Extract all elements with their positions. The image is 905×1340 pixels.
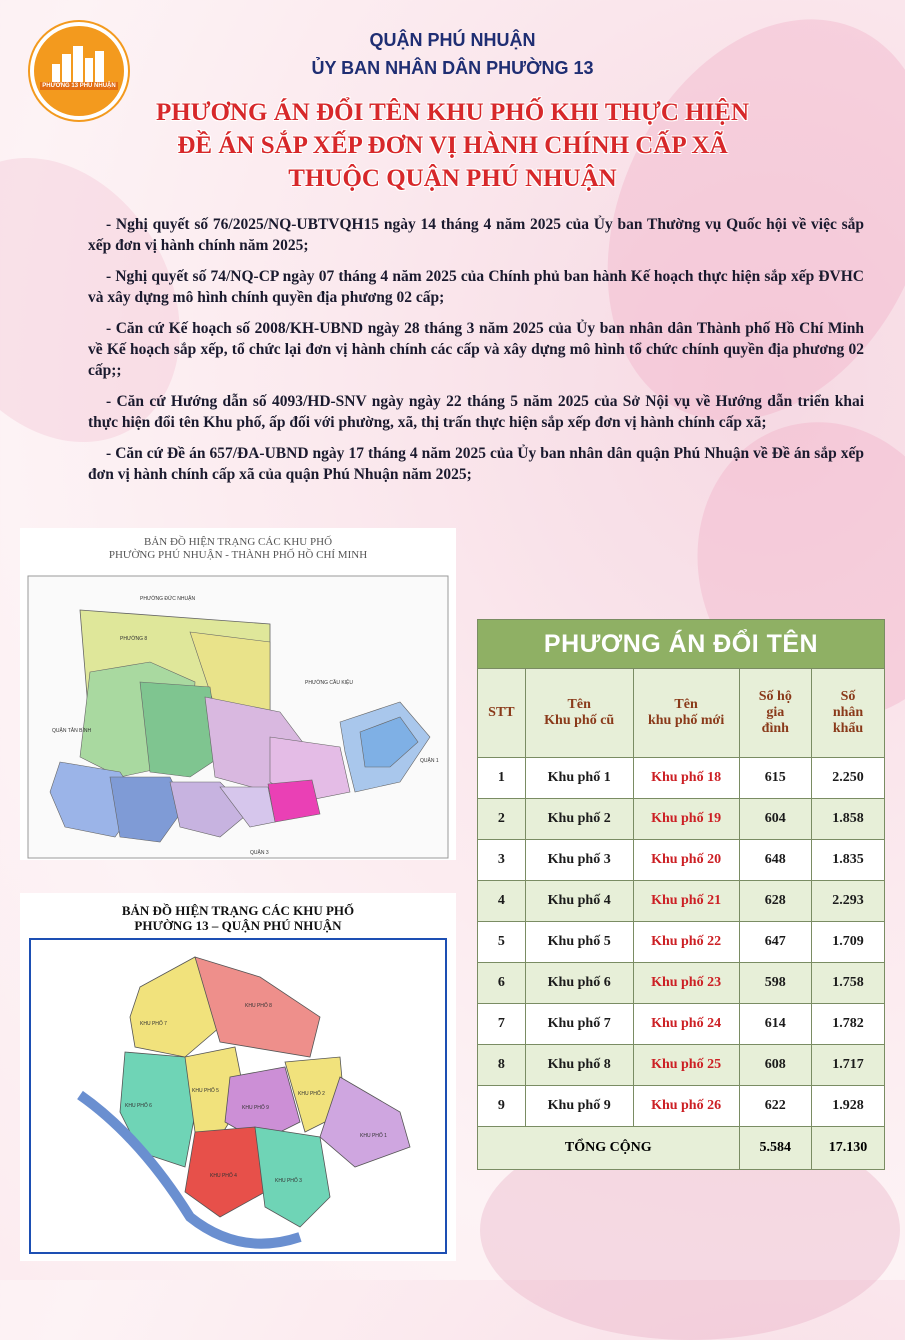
map-label: PHƯỜNG ĐỨC NHUẬN xyxy=(140,596,196,602)
cell-stt: 9 xyxy=(478,1086,526,1127)
cell-stt: 7 xyxy=(478,1004,526,1045)
map-subcaption: PHƯỜNG PHÚ NHUẬN - THÀNH PHỐ HỒ CHÍ MINH xyxy=(108,549,368,561)
header-line: Số hộ xyxy=(758,689,792,704)
cell-new-name: Khu phố 18 xyxy=(633,758,739,799)
total-population: 17.130 xyxy=(812,1127,885,1170)
cell-population: 1.858 xyxy=(812,799,885,840)
header-line: Khu phố cũ xyxy=(544,713,615,728)
cell-old-name: Khu phố 8 xyxy=(525,1045,633,1086)
cell-new-name: Khu phố 21 xyxy=(633,881,739,922)
table-row xyxy=(478,1045,885,1086)
cell-old-name: Khu phố 7 xyxy=(525,1004,633,1045)
logo-text: PHƯỜNG 13 PHÚ NHUẬN xyxy=(40,82,118,90)
cell-old-name: Khu phố 2 xyxy=(525,799,633,840)
header-line: khẩu xyxy=(832,721,864,736)
cell-stt: 1 xyxy=(478,758,526,799)
table-row xyxy=(478,1086,885,1127)
cell-households: 598 xyxy=(739,963,811,1004)
paragraph: - Nghị quyết số 76/2025/NQ-UBTVQH15 ngày 14 tháng 4 năm 2025 của Ủy ban Thường vụ Quốc hội về việc sắp xếp đơn vị hành chính năm 2025; xyxy=(88,216,864,254)
page-title-line1: PHƯƠNG ÁN ĐỔI TÊN KHU PHỐ KHI THỰC HIỆN xyxy=(155,99,750,126)
table-title: PHƯƠNG ÁN ĐỔI TÊN xyxy=(478,620,885,669)
cell-new-name: Khu phố 24 xyxy=(633,1004,739,1045)
cell-households: 648 xyxy=(739,840,811,881)
cell-households: 647 xyxy=(739,922,811,963)
table-row xyxy=(478,881,885,922)
paragraph: - Nghị quyết số 74/NQ-CP ngày 07 tháng 4 năm 2025 của Chính phủ ban hành Kế hoạch thực hiện sắp xếp ĐVHC và xây dựng mô hình chính quyền địa phương 02 cấp; xyxy=(88,268,864,306)
page-title-line2: ĐỀ ÁN SẮP XẾP ĐƠN VỊ HÀNH CHÍNH CẤP XÃ xyxy=(177,132,728,159)
map-label: PHƯỜNG 8 xyxy=(120,636,148,642)
paragraph: - Căn cứ Kế hoạch số 2008/KH-UBND ngày 28 tháng 3 năm 2025 của Ủy ban nhân dân Thành phố Hồ Chí Minh về Kế hoạch sắp xếp, tổ chức lại đơn vị hành chính các cấp và xây dựng mô hình tổ chức chính quyền địa phương 02 cấp;; xyxy=(88,320,864,379)
table-row xyxy=(478,840,885,881)
cell-households: 608 xyxy=(739,1045,811,1086)
column-header-old-name xyxy=(525,669,633,758)
column-header-stt: STT xyxy=(478,669,526,758)
table-row xyxy=(478,1004,885,1045)
header-line: Số xyxy=(840,689,856,704)
column-header-population xyxy=(812,669,885,758)
total-households: 5.584 xyxy=(739,1127,811,1170)
paragraph: - Căn cứ Hướng dẫn số 4093/HD-SNV ngày ngày 22 tháng 5 năm 2025 của Sở Nội vụ về Hướng dẫn triển khai thực hiện đổi tên Khu phố, ấp đối với phường, xã, thị trấn thực hiện sắp xếp đơn vị hành chính cấp xã; xyxy=(88,393,864,431)
table-total-row xyxy=(478,1127,885,1170)
ward-13-map-image xyxy=(20,937,456,1257)
map-subcaption: PHƯỜNG 13 – QUẬN PHÚ NHUẬN xyxy=(134,918,342,933)
cell-stt: 4 xyxy=(478,881,526,922)
district-map-image xyxy=(20,562,456,862)
cell-households: 628 xyxy=(739,881,811,922)
cell-new-name: Khu phố 20 xyxy=(633,840,739,881)
header-line: khu phố mới xyxy=(647,713,725,728)
cell-households: 614 xyxy=(739,1004,811,1045)
cell-population: 1.928 xyxy=(812,1086,885,1127)
cell-population: 1.717 xyxy=(812,1045,885,1086)
cell-old-name: Khu phố 4 xyxy=(525,881,633,922)
column-header-new-name xyxy=(633,669,739,758)
cell-households: 622 xyxy=(739,1086,811,1127)
legal-basis xyxy=(88,214,864,495)
table-row xyxy=(478,922,885,963)
page-title-line3: THUỘC QUẬN PHÚ NHUẬN xyxy=(288,165,617,192)
total-label: TỔNG CỘNG xyxy=(478,1127,740,1170)
paragraph: - Căn cứ Đề án 657/ĐA-UBND ngày 17 tháng 4 năm 2025 của Ủy ban nhân dân quận Phú Nhuận về Đề án sắp xếp đơn vị hành chính cấp xã của quận Phú Nhuận năm 2025; xyxy=(88,445,864,483)
cell-stt: 8 xyxy=(478,1045,526,1086)
cell-old-name: Khu phố 6 xyxy=(525,963,633,1004)
district-map xyxy=(20,528,456,860)
cell-old-name: Khu phố 3 xyxy=(525,840,633,881)
table-row xyxy=(478,799,885,840)
column-header-households xyxy=(739,669,811,758)
map-label: KHU PHỐ 5 xyxy=(192,1088,219,1094)
cell-households: 604 xyxy=(739,799,811,840)
cell-stt: 2 xyxy=(478,799,526,840)
ward-13-map xyxy=(20,893,456,1261)
map-caption: BẢN ĐỒ HIỆN TRẠNG CÁC KHU PHỐ xyxy=(143,536,333,548)
rename-plan-table xyxy=(477,619,885,1170)
cell-population: 2.293 xyxy=(812,881,885,922)
table-row xyxy=(478,963,885,1004)
cell-population: 1.782 xyxy=(812,1004,885,1045)
committee-name: ỦY BAN NHÂN DÂN PHƯỜNG 13 xyxy=(311,58,594,78)
cell-population: 2.250 xyxy=(812,758,885,799)
map-label: KHU PHỐ 6 xyxy=(125,1103,152,1109)
map-label: KHU PHỐ 7 xyxy=(140,1021,167,1027)
cell-population: 1.758 xyxy=(812,963,885,1004)
cell-population: 1.835 xyxy=(812,840,885,881)
cell-stt: 3 xyxy=(478,840,526,881)
header-line: gia xyxy=(766,705,785,720)
cell-new-name: Khu phố 23 xyxy=(633,963,739,1004)
map-label: KHU PHỐ 3 xyxy=(275,1178,302,1184)
cell-new-name: Khu phố 19 xyxy=(633,799,739,840)
header-line: nhân xyxy=(832,705,864,720)
map-label: QUẬN 3 xyxy=(250,850,269,856)
cell-new-name: Khu phố 25 xyxy=(633,1045,739,1086)
map-label: QUẬN TÂN BÌNH xyxy=(52,728,92,734)
map-label: KHU PHỐ 1 xyxy=(360,1133,387,1139)
cell-new-name: Khu phố 22 xyxy=(633,922,739,963)
district-name: QUẬN PHÚ NHUẬN xyxy=(369,30,536,50)
cell-new-name: Khu phố 26 xyxy=(633,1086,739,1127)
cell-old-name: Khu phố 1 xyxy=(525,758,633,799)
map-label: KHU PHỐ 2 xyxy=(298,1091,325,1097)
table-row xyxy=(478,758,885,799)
header-line: Tên xyxy=(567,697,591,712)
cell-old-name: Khu phố 9 xyxy=(525,1086,633,1127)
cell-stt: 6 xyxy=(478,963,526,1004)
header-line: Tên xyxy=(674,697,698,712)
cell-stt: 5 xyxy=(478,922,526,963)
map-label: KHU PHỐ 9 xyxy=(242,1105,269,1111)
map-label: PHƯỜNG CẦU KIỆU xyxy=(305,680,354,686)
cell-households: 615 xyxy=(739,758,811,799)
map-label: KHU PHỐ 4 xyxy=(210,1173,237,1179)
cell-population: 1.709 xyxy=(812,922,885,963)
cell-old-name: Khu phố 5 xyxy=(525,922,633,963)
map-caption: BẢN ĐỒ HIỆN TRẠNG CÁC KHU PHỐ xyxy=(121,903,355,918)
map-label: QUẬN 1 xyxy=(420,758,439,764)
map-label: KHU PHỐ 8 xyxy=(245,1003,272,1009)
header-line: đình xyxy=(761,721,789,736)
